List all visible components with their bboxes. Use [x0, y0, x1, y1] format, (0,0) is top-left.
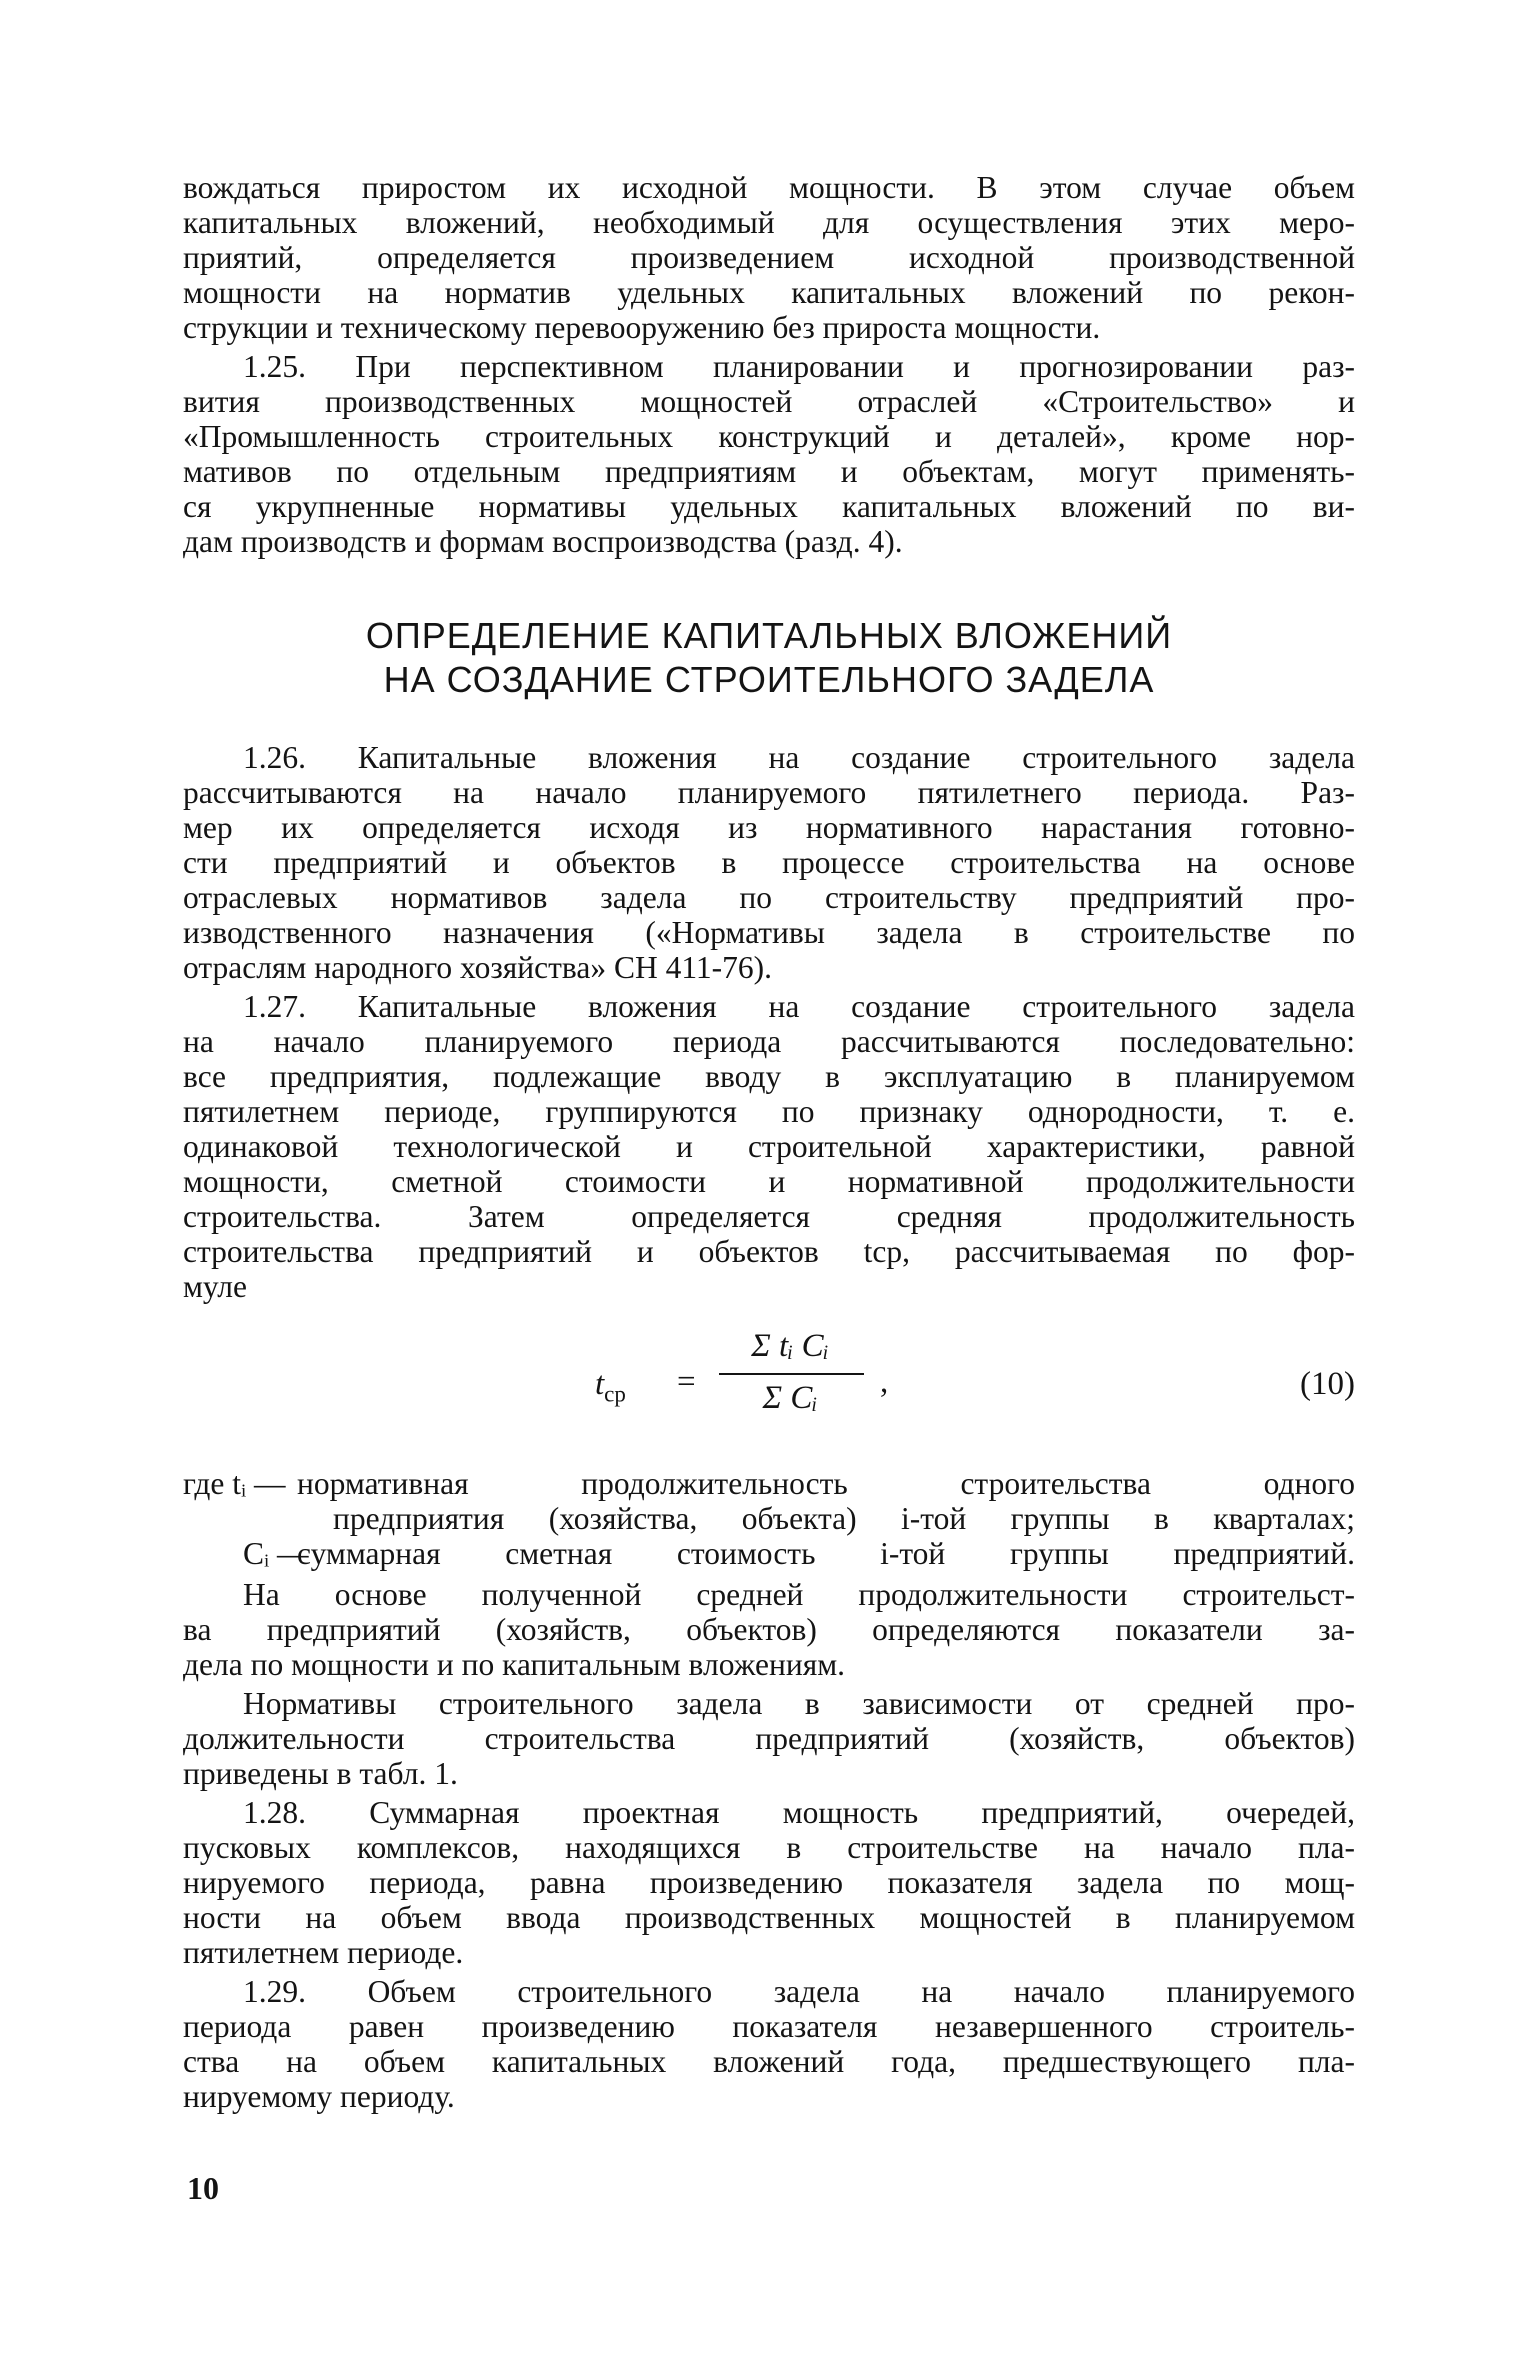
formula-number: (10)	[1300, 1366, 1355, 1402]
text-line: должительности строительства предприятий (хозяйств, объектов)	[183, 1721, 1355, 1756]
paragraph-after-formula-1	[183, 1577, 1355, 1682]
text-line: строительства предприятий и объектов tср, рассчитываемая по фор-	[183, 1234, 1355, 1269]
text-line: ся укрупненные нормативы удельных капитальных вложений по ви-	[183, 489, 1355, 524]
heading-line-2: НА СОЗДАНИЕ СТРОИТЕЛЬНОГО ЗАДЕЛА	[383, 659, 1155, 700]
text-line: ства на объем капитальных вложений года, предшествующего пла-	[183, 2044, 1355, 2079]
page-number: 10	[187, 2170, 219, 2206]
text-line: 1.28. Суммарная проектная мощность предприятий, очередей,	[243, 1795, 1355, 1830]
text-line: одинаковой технологической и строительной характеристики, равной	[183, 1129, 1355, 1164]
text-line: 1.25. При перспективном планировании и прогнозировании раз-	[243, 349, 1355, 384]
text-line: нируемого периода, равна произведению показателя задела по мощ-	[183, 1865, 1355, 1900]
text-line: ности на объем ввода производственных мощностей в планируемом	[183, 1900, 1355, 1935]
heading-line-1: ОПРЕДЕЛЕНИЕ КАПИТАЛЬНЫХ ВЛОЖЕНИЙ	[365, 615, 1173, 656]
text-line: дам производств и формам воспроизводства (разд. 4).	[183, 524, 903, 559]
text-line: 1.26. Капитальные вложения на создание строительного задела	[243, 740, 1355, 775]
formula-lhs	[595, 1366, 626, 1408]
text-line: пятилетнем периоде.	[183, 1935, 464, 1970]
text-line: на начало планируемого периода рассчитываются последовательно:	[183, 1024, 1355, 1059]
text-line: «Промышленность строительных конструкций и деталей», кроме нор-	[183, 419, 1355, 454]
formula	[595, 1328, 925, 1438]
text-line: отраслям народного хозяйства» СН 411-76).	[183, 950, 773, 985]
definition-text-continued: предприятия (хозяйства, объекта) i-той группы в кварталах;	[333, 1501, 1355, 1536]
definition-ti	[183, 1466, 1355, 1501]
text-line: мативов по отдельным предприятиям и объектам, могут применять-	[183, 454, 1355, 489]
text-line: пусковых комплексов, находящихся в строительстве на начало пла-	[183, 1830, 1355, 1865]
text-line: струкции и техническому перевооружению без прироста мощности.	[183, 310, 1101, 345]
text-line: изводственного назначения («Нормативы задела в строительстве по	[183, 915, 1355, 950]
text-line: вождаться приростом их исходной мощности. В этом случае объем	[183, 170, 1355, 205]
definition-ci	[183, 1536, 1355, 1571]
text-line: муле	[183, 1269, 247, 1304]
document-page	[183, 170, 1355, 2300]
definition-text: суммарная сметная стоимость i-той группы предприятий.	[297, 1536, 1355, 1571]
text-line: периода равен произведению показателя незавершенного строитель-	[183, 2009, 1355, 2044]
formula-lhs-symbol: t	[595, 1366, 605, 1402]
text-line: пятилетнем периоде, группируются по признаку однородности, т. е.	[183, 1094, 1355, 1129]
text-line: Нормативы строительного задела в зависимости от средней про-	[243, 1686, 1355, 1721]
paragraph-1-26	[183, 740, 1355, 985]
paragraph-1-27	[183, 989, 1355, 1304]
formula-lhs-subscript: ср	[604, 1381, 626, 1407]
text-line: вития производственных мощностей отраслей «Строительство» и	[183, 384, 1355, 419]
text-line: сти предприятий и объектов в процессе строительства на основе	[183, 845, 1355, 880]
formula-definitions	[183, 1466, 1355, 1571]
text-line: строительства. Затем определяется средняя продолжительность	[183, 1199, 1355, 1234]
paragraph-1-29	[183, 1974, 1355, 2114]
formula-equals: =	[677, 1364, 696, 1400]
text-line: все предприятия, подлежащие вводу в эксплуатацию в планируемом	[183, 1059, 1355, 1094]
text-line: ва предприятий (хозяйств, объектов) определяются показатели за-	[183, 1612, 1355, 1647]
paragraph-1-28	[183, 1795, 1355, 1970]
text-line: мер их определяется исходя из нормативного нарастания готовно-	[183, 810, 1355, 845]
text-line: мощности, сметной стоимости и нормативной продолжительности	[183, 1164, 1355, 1199]
definition-symbol: Cᵢ —	[243, 1536, 309, 1571]
text-line: капитальных вложений, необходимый для осуществления этих меро-	[183, 205, 1355, 240]
formula-comma: ,	[880, 1364, 889, 1400]
paragraph-intro	[183, 170, 1355, 345]
text-line: нируемому периоду.	[183, 2079, 455, 2114]
text-line: мощности на норматив удельных капитальных вложений по рекон-	[183, 275, 1355, 310]
formula-numerator: Σ tᵢ Cᵢ	[751, 1328, 829, 1364]
text-line: рассчитываются на начало планируемого пятилетнего периода. Раз-	[183, 775, 1355, 810]
fraction-bar	[719, 1373, 864, 1375]
text-line: 1.29. Объем строительного задела на начало планируемого	[243, 1974, 1355, 2009]
text-line: 1.27. Капитальные вложения на создание строительного задела	[243, 989, 1355, 1024]
paragraph-after-formula-2	[183, 1686, 1355, 1791]
formula-block	[183, 1328, 1355, 1448]
text-line: приведены в табл. 1.	[183, 1756, 458, 1791]
text-line: отраслевых нормативов задела по строительству предприятий про-	[183, 880, 1355, 915]
section-heading	[183, 614, 1355, 702]
definition-text: нормативная продолжительность строительства одного	[297, 1466, 1355, 1501]
definition-symbol: где tᵢ —	[183, 1466, 286, 1501]
text-line: приятий, определяется произведением исходной производственной	[183, 240, 1355, 275]
text-line: На основе полученной средней продолжительности строительст-	[243, 1577, 1355, 1612]
formula-denominator: Σ Cᵢ	[762, 1380, 818, 1416]
text-line: дела по мощности и по капитальным вложениям.	[183, 1647, 846, 1682]
paragraph-1-25	[183, 349, 1355, 559]
